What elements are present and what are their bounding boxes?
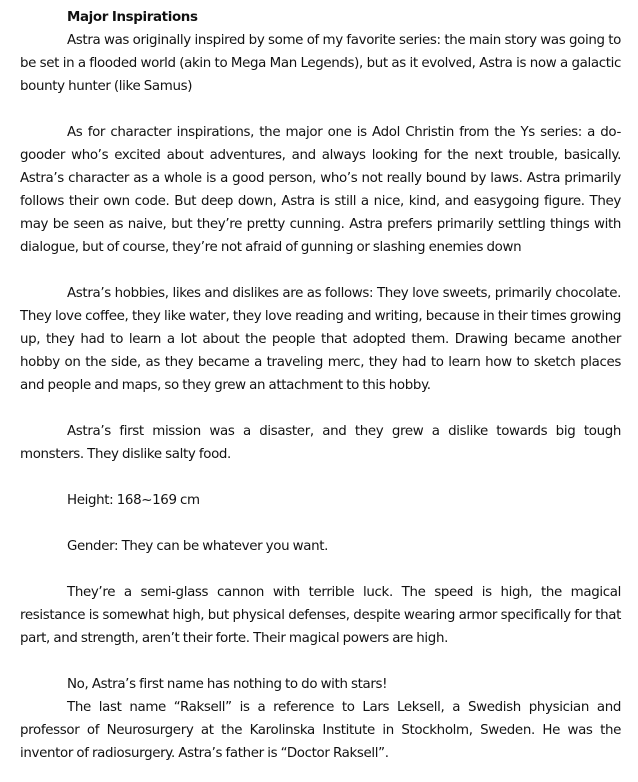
paragraph-height: Height: 168~169 cm xyxy=(67,493,200,508)
paragraph-hobbies: Astra’s hobbies, likes and dislikes are as follows: They love sweets, primarily chocolate. They love coffee, they like water, they love reading and writing, because in their times growing up, they had to learn a lot about the people that adopted them. Drawing became another hobby on the side, as they became a traveling merc, they had to learn how to sketch places and people and maps, so they grew an attachment to this hobby. xyxy=(20,286,621,393)
document-page xyxy=(20,7,621,765)
paragraph-gap xyxy=(20,512,621,535)
paragraph-gap xyxy=(20,397,621,420)
section-heading: Major Inspirations xyxy=(67,10,198,25)
paragraph-first-name: No, Astra’s first name has nothing to do with stars! xyxy=(67,677,388,692)
paragraph-gender: Gender: They can be whatever you want. xyxy=(67,539,329,554)
paragraph-first-mission: Astra’s first mission was a disaster, and they grew a dislike towards big tough monsters. They dislike salty food. xyxy=(20,424,621,462)
paragraph-gap xyxy=(20,98,621,121)
paragraph-stats: They’re a semi-glass cannon with terrible luck. The speed is high, the magical resistance is somewhat high, but physical defenses, despite wearing armor specifically for that part, and strength, aren’t their forte. Their magical powers are high. xyxy=(20,585,621,646)
paragraph-gap xyxy=(20,259,621,282)
paragraph-gap xyxy=(20,558,621,581)
paragraph-gap xyxy=(20,650,621,673)
paragraph-inspiration: Astra was originally inspired by some of my favorite series: the main story was going to be set in a flooded world (akin to Mega Man Legends), but as it evolved, Astra is now a galactic bounty hunter (like Samus) xyxy=(20,33,621,94)
paragraph-gap xyxy=(20,466,621,489)
paragraph-last-name: The last name “Raksell” is a reference to Lars Leksell, a Swedish physician and professor of Neurosurgery at the Karolinska Institute in Stockholm, Sweden. He was the inventor of radiosurgery. Astra’s father is “Doctor Raksell”. xyxy=(20,700,621,761)
paragraph-character-inspirations: As for character inspirations, the major one is Adol Christin from the Ys series: a do-gooder who’s excited about adventures, and always looking for the next trouble, basically. Astra’s character as a whole is a good person, who’s not really bound by laws. Astra primarily follows their own code. But deep down, Astra is still a nice, kind, and easygoing figure. They may be seen as naive, but they’re pretty cunning. Astra prefers primarily settling things with dialogue, but of course, they’re not afraid of gunning or slashing enemies down xyxy=(20,125,621,255)
